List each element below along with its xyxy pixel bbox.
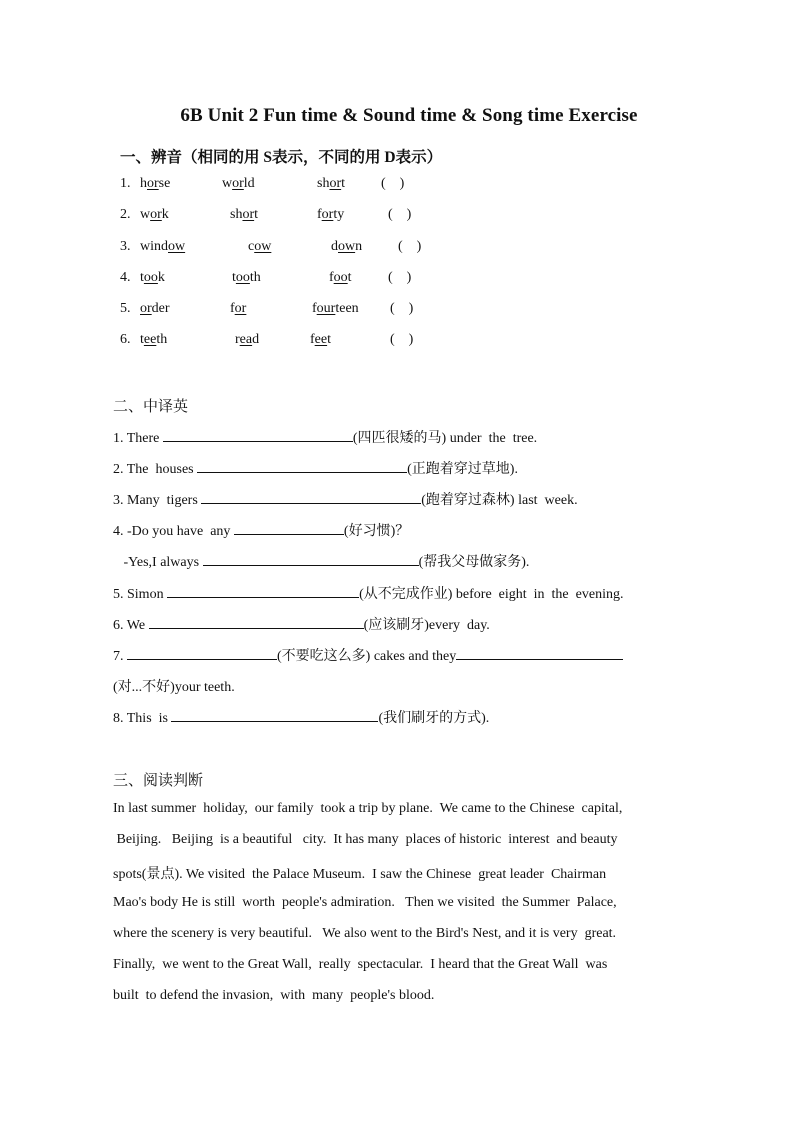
line-suffix: (四匹很矮的马) under the tree.: [352, 431, 538, 446]
line-suffix: (跑着穿过森林) last week.: [421, 493, 578, 508]
line-suffix: (从不完成作业) before eight in the evening.: [359, 587, 624, 602]
line-prefix: 8. This is: [113, 711, 172, 726]
answer-blank[interactable]: [201, 489, 421, 504]
translation-line: [113, 458, 518, 478]
passage-line: Beijing. Beijing is a beautiful city. It has many places of historic interest and beauty: [113, 832, 618, 847]
answer-parentheses[interactable]: ( ): [390, 332, 414, 347]
word-part: k: [161, 207, 169, 222]
line-prefix: 5. Simon: [113, 587, 168, 602]
line-suffix: (正跑着穿过草地).: [407, 462, 518, 477]
word-3: [329, 270, 352, 286]
underlined-letters: or: [150, 207, 162, 222]
word-1: [140, 301, 170, 317]
word-part: th: [249, 270, 261, 285]
word-part: wind: [140, 239, 168, 254]
translation-line: [113, 645, 623, 665]
passage-line: Mao's body He is still worth people's admiration. Then we visited the Summer Palace,: [113, 895, 617, 910]
word-1: [140, 207, 169, 223]
line-suffix: (我们刷牙的方式).: [378, 711, 490, 726]
underlined-letters: ea: [239, 332, 253, 347]
word-1: [140, 270, 165, 286]
word-part: f: [230, 301, 235, 316]
word-2: [235, 332, 259, 348]
answer-blank[interactable]: [149, 614, 364, 629]
line-prefix: 2. The houses: [113, 462, 198, 477]
word-3: [312, 301, 359, 317]
underlined-letters: ow: [254, 239, 272, 254]
translation-line: [113, 614, 490, 634]
line-prefix: 7.: [113, 649, 127, 664]
line-suffix: (帮我父母做家务).: [418, 555, 530, 570]
underlined-letters: oo: [143, 270, 158, 285]
word-part: w: [140, 207, 151, 222]
underlined-letters: or: [321, 207, 334, 222]
word-part: f: [317, 207, 322, 222]
word-part: sh: [317, 176, 330, 191]
word-part: der: [151, 301, 170, 316]
passage-line: where the scenery is very beautiful. We also went to the Bird's Nest, and it is very great.: [113, 926, 617, 941]
word-part: sh: [230, 207, 243, 222]
word-3: [310, 332, 331, 348]
word-2: [230, 301, 246, 317]
word-part: t: [140, 332, 144, 347]
underlined-letters: or: [232, 176, 244, 191]
underlined-letters: ow: [338, 239, 356, 254]
word-part: t: [254, 207, 259, 222]
word-part: f: [310, 332, 315, 347]
word-2: [232, 270, 261, 286]
item-number: 1.: [120, 176, 131, 191]
underlined-letters: or: [140, 301, 152, 316]
line-prefix: 1. There: [113, 431, 163, 446]
line-prefix: 4. -Do you have any: [113, 524, 234, 539]
underlined-letters: or: [147, 176, 159, 191]
word-part: th: [156, 332, 168, 347]
line-suffix: (不要吃这么多) cakes and they: [277, 649, 457, 664]
answer-blank[interactable]: [171, 707, 378, 722]
line-prefix: -Yes,I always: [113, 555, 203, 570]
underlined-letters: our: [316, 301, 336, 316]
answer-blank[interactable]: [167, 583, 359, 598]
word-part: r: [235, 332, 240, 347]
answer-parentheses[interactable]: ( ): [390, 301, 414, 316]
passage-line: Finally, we went to the Great Wall, really spectacular. I heard that the Great Wall was: [113, 957, 608, 972]
answer-blank[interactable]: [456, 645, 623, 660]
section3-heading: 三、阅读判断: [113, 773, 204, 789]
section2-heading: 二、中译英: [113, 399, 189, 415]
section1-heading: 一、辨音（相同的用 S表示，不同的用 D表示）: [120, 149, 443, 166]
word-part: k: [157, 270, 165, 285]
answer-parentheses[interactable]: ( ): [388, 207, 412, 222]
line-prefix: (对...不好)your teeth.: [113, 680, 235, 695]
word-1: [140, 176, 170, 192]
answer-blank[interactable]: [163, 427, 353, 442]
item-number: 5.: [120, 301, 131, 316]
word-part: f: [312, 301, 317, 316]
passage-line: In last summer holiday, our family took a trip by plane. We came to the Chinese capital,: [113, 801, 623, 816]
word-part: t: [232, 270, 236, 285]
answer-blank[interactable]: [234, 520, 344, 535]
underlined-letters: or: [242, 207, 255, 222]
line-prefix: 3. Many tigers: [113, 493, 202, 508]
answer-blank[interactable]: [127, 645, 277, 660]
word-3: [317, 207, 344, 223]
answer-blank[interactable]: [197, 458, 407, 473]
word-2: [248, 239, 271, 255]
line-suffix: (应该刷牙)every day.: [363, 618, 490, 633]
word-part: d: [252, 332, 260, 347]
translation-line: [113, 707, 489, 727]
underlined-letters: or: [329, 176, 342, 191]
passage-line: built to defend the invasion, with many people's blood.: [113, 988, 435, 1003]
word-part: t: [341, 176, 346, 191]
line-suffix: (好习惯)？: [343, 524, 410, 539]
word-1: [140, 332, 167, 348]
underlined-letters: or: [234, 301, 247, 316]
word-part: t: [347, 270, 352, 285]
item-number: 6.: [120, 332, 131, 347]
item-number: 2.: [120, 207, 131, 222]
word-3: [317, 176, 345, 192]
translation-line: [113, 583, 623, 603]
word-part: c: [248, 239, 255, 254]
answer-parentheses[interactable]: ( ): [398, 239, 422, 254]
word-part: ld: [243, 176, 255, 191]
word-part: t: [140, 270, 144, 285]
word-part: h: [140, 176, 147, 191]
word-part: ty: [333, 207, 345, 222]
item-number: 3.: [120, 239, 131, 254]
word-part: n: [355, 239, 363, 254]
word-2: [222, 176, 255, 192]
word-2: [230, 207, 258, 223]
word-part: se: [158, 176, 171, 191]
item-number: 4.: [120, 270, 131, 285]
translation-line: [113, 489, 578, 509]
translation-line: [113, 427, 537, 447]
passage-line: spots(景点). We visited the Palace Museum. I saw the Chinese great leader Chairman: [113, 867, 607, 882]
line-prefix: 6. We: [113, 618, 149, 633]
page-title: 6B Unit 2 Fun time & Sound time & Song time Exercise: [180, 105, 638, 126]
answer-parentheses[interactable]: ( ): [388, 270, 412, 285]
word-part: t: [327, 332, 331, 347]
underlined-letters: ee: [143, 332, 157, 347]
answer-blank[interactable]: [203, 551, 419, 566]
word-part: f: [329, 270, 334, 285]
word-1: [140, 239, 185, 255]
underlined-letters: ee: [314, 332, 328, 347]
word-part: w: [222, 176, 233, 191]
underlined-letters: oo: [333, 270, 348, 285]
underlined-letters: ow: [168, 239, 186, 254]
answer-parentheses[interactable]: ( ): [381, 176, 405, 191]
underlined-letters: oo: [235, 270, 250, 285]
translation-line: [113, 520, 409, 540]
translation-line: [113, 676, 235, 696]
word-part: d: [331, 239, 338, 254]
translation-line: [113, 551, 529, 571]
word-3: [331, 239, 362, 255]
word-part: teen: [335, 301, 359, 316]
